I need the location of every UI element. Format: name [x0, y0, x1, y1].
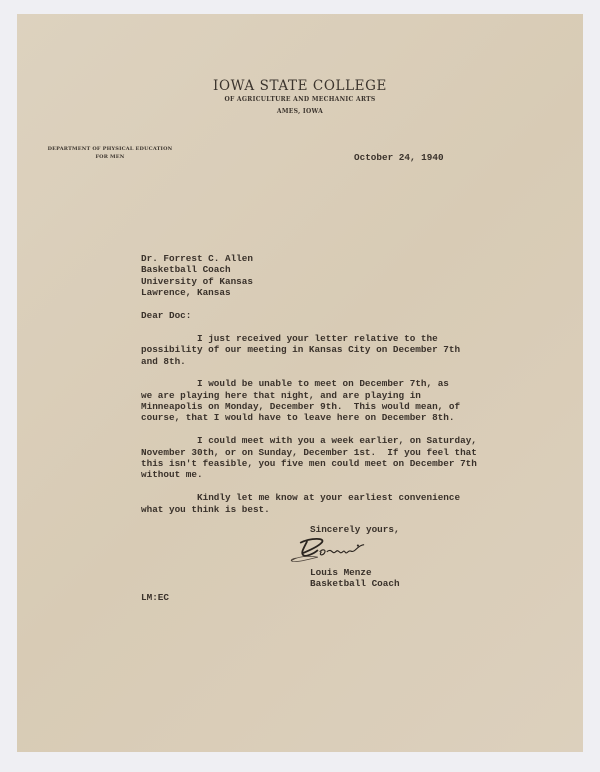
- recipient-line: Basketball Coach: [141, 264, 231, 276]
- closing: Sincerely yours,: [310, 524, 400, 535]
- paragraph-line: course, that I would have to leave here on December 8th.: [141, 412, 455, 424]
- paragraph-line: Kindly let me know at your earliest convenience: [197, 492, 461, 504]
- paragraph-line: I could meet with you a week earlier, on Saturday,: [197, 435, 477, 447]
- recipient-line: Dr. Forrest C. Allen: [141, 253, 253, 264]
- paragraph-line: Minneapolis on Monday, December 9th. This would mean, of: [141, 401, 461, 413]
- recipient-line: Lawrence, Kansas: [141, 287, 231, 299]
- signer-name: Louis Menze: [310, 567, 372, 578]
- letterhead-subtitle: OF AGRICULTURE AND MECHANIC ARTS: [224, 96, 376, 103]
- letterhead-location: AMES, IOWA: [276, 108, 324, 115]
- typist-initials: LM:EC: [141, 592, 169, 603]
- paragraph-line: we are playing here that night, and are playing in: [141, 389, 421, 401]
- paragraph-line: November 30th, or on Sunday, December 1st. If you feel that: [141, 446, 477, 458]
- department-line1: DEPARTMENT OF PHYSICAL EDUCATION: [47, 146, 173, 152]
- signature-block: [310, 567, 400, 590]
- paragraph-line: what you think is best.: [141, 503, 270, 515]
- handwritten-signature: [278, 534, 388, 566]
- paragraph-line: I just received your letter relative to the: [197, 332, 438, 344]
- salutation: Dear Doc:: [141, 309, 192, 321]
- paragraph-line: I would be unable to meet on December 7th, as: [197, 378, 449, 390]
- recipient-line: University of Kansas: [141, 275, 253, 287]
- paragraph-line: this isn't feasible, you five men could meet on December 7th: [141, 458, 477, 470]
- letterhead-institution: IOWA STATE COLLEGE: [213, 78, 387, 94]
- paragraph-line: possibility of our meeting in Kansas City on December 7th: [141, 344, 461, 356]
- department-line2: FOR MEN: [95, 154, 125, 160]
- letter-body: [141, 253, 477, 515]
- letter-date: October 24, 1940: [354, 152, 444, 163]
- paragraph-line: without me.: [141, 469, 203, 481]
- signer-title: Basketball Coach: [310, 578, 400, 590]
- paragraph-line: and 8th.: [141, 355, 186, 367]
